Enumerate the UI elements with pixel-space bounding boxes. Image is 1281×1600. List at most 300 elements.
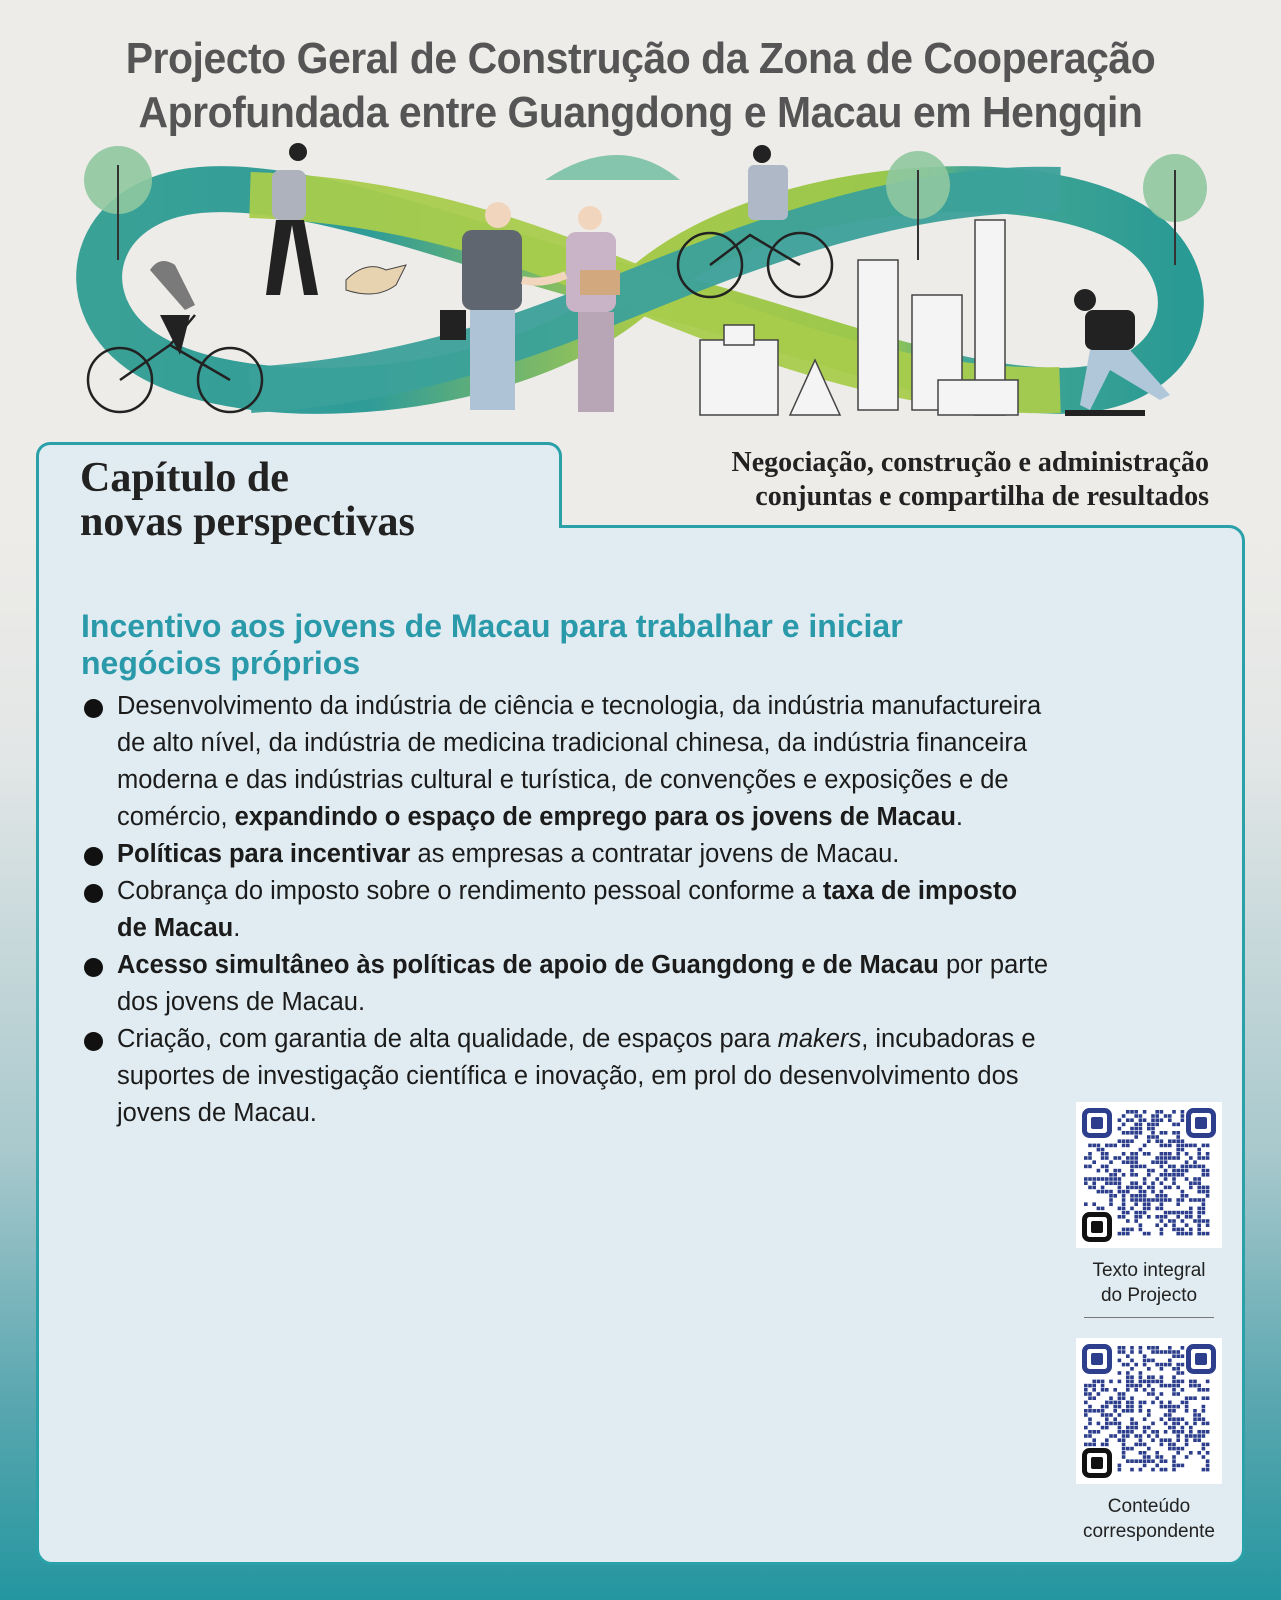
qr-module: [1109, 1194, 1113, 1198]
qr-module: [1088, 1434, 1092, 1438]
qr-module: [1206, 1194, 1210, 1198]
qr-module: [1189, 1396, 1193, 1400]
qr-module: [1172, 1417, 1176, 1421]
qr-module: [1126, 1430, 1130, 1434]
qr-module: [1168, 1363, 1172, 1367]
qr-module: [1189, 1380, 1193, 1384]
qr-module: [1101, 1443, 1105, 1447]
qr-module: [1181, 1430, 1185, 1434]
qr-module: [1126, 1434, 1130, 1438]
qr-module: [1084, 1181, 1088, 1185]
qr-code-icon[interactable]: [1076, 1102, 1222, 1248]
qr-module: [1147, 1173, 1151, 1177]
qr-module: [1164, 1405, 1168, 1409]
qr-module: [1189, 1228, 1193, 1232]
qr-module: [1122, 1215, 1126, 1219]
qr-module: [1134, 1194, 1138, 1198]
qr-module: [1122, 1396, 1126, 1400]
qr-module: [1181, 1169, 1185, 1173]
qr-module: [1088, 1392, 1092, 1396]
qr-module: [1185, 1443, 1189, 1447]
qr-module: [1155, 1350, 1159, 1354]
qr-module: [1147, 1186, 1151, 1190]
qr-module: [1134, 1422, 1138, 1426]
qr-module: [1122, 1409, 1126, 1413]
qr-module: [1202, 1169, 1206, 1173]
qr-module: [1134, 1211, 1138, 1215]
qr-module: [1143, 1417, 1147, 1421]
qr-module: [1118, 1396, 1122, 1400]
qr-module: [1189, 1198, 1193, 1202]
qr-module: [1143, 1207, 1147, 1211]
qr-module: [1160, 1139, 1164, 1143]
qr-module: [1101, 1190, 1105, 1194]
qr-module: [1101, 1156, 1105, 1160]
qr-module: [1151, 1135, 1155, 1139]
qr-module: [1126, 1190, 1130, 1194]
qr-module: [1134, 1198, 1138, 1202]
qr-module: [1139, 1375, 1143, 1379]
qr-module: [1139, 1371, 1143, 1375]
qr-module: [1189, 1207, 1193, 1211]
qr-module: [1122, 1232, 1126, 1236]
qr-module: [1164, 1384, 1168, 1388]
qr-module: [1147, 1139, 1151, 1143]
qr-module: [1113, 1401, 1117, 1405]
qr-module: [1202, 1232, 1206, 1236]
qr-module: [1176, 1202, 1180, 1206]
qr-module: [1130, 1110, 1134, 1114]
qr-module: [1151, 1401, 1155, 1405]
qr-module: [1155, 1430, 1159, 1434]
qr-module: [1206, 1451, 1210, 1455]
qr-module: [1189, 1426, 1193, 1430]
qr-module: [1084, 1413, 1088, 1417]
qr-module: [1122, 1443, 1126, 1447]
qr-module: [1168, 1405, 1172, 1409]
qr-module: [1139, 1401, 1143, 1405]
qr-module: [1202, 1202, 1206, 1206]
qr-module: [1143, 1118, 1147, 1122]
qr-module: [1122, 1202, 1126, 1206]
qr-module: [1084, 1384, 1088, 1388]
qr-module: [1139, 1228, 1143, 1232]
qr-module: [1202, 1207, 1206, 1211]
qr-module: [1202, 1173, 1206, 1177]
qr-module: [1172, 1173, 1176, 1177]
qr-module: [1164, 1173, 1168, 1177]
qr-module: [1176, 1371, 1180, 1375]
qr-module: [1155, 1118, 1159, 1122]
qr-module: [1109, 1198, 1113, 1202]
qr-module: [1122, 1194, 1126, 1198]
qr-module: [1206, 1232, 1210, 1236]
qr-module: [1155, 1451, 1159, 1455]
qr-module: [1113, 1405, 1117, 1409]
page-title-line-2: Aprofundada entre Guangdong e Macau em Hengqin: [138, 88, 1143, 137]
qr-module: [1160, 1455, 1164, 1459]
qr-module: [1147, 1447, 1151, 1451]
qr-module: [1202, 1443, 1206, 1447]
qr-module: [1118, 1430, 1122, 1434]
qr-module: [1134, 1152, 1138, 1156]
qr-module: [1193, 1434, 1197, 1438]
qr-module: [1181, 1211, 1185, 1215]
qr-module: [1147, 1380, 1151, 1384]
qr-module: [1126, 1160, 1130, 1164]
qr-module: [1176, 1152, 1180, 1156]
qr-module: [1185, 1160, 1189, 1164]
qr-module: [1181, 1144, 1185, 1148]
qr-module: [1155, 1135, 1159, 1139]
qr-module: [1092, 1177, 1096, 1181]
qr-module: [1181, 1114, 1185, 1118]
qr-module: [1118, 1186, 1122, 1190]
qr-module: [1206, 1380, 1210, 1384]
qr-module: [1101, 1405, 1105, 1409]
qr-module: [1126, 1232, 1130, 1236]
tree-icon: [886, 151, 950, 260]
qr-module: [1134, 1388, 1138, 1392]
qr-module: [1130, 1194, 1134, 1198]
qr-module: [1084, 1165, 1088, 1169]
qr-module: [1147, 1409, 1151, 1413]
qr-module: [1206, 1186, 1210, 1190]
qr-module: [1092, 1430, 1096, 1434]
qr-module: [1143, 1198, 1147, 1202]
qr-module: [1126, 1388, 1130, 1392]
qr-module: [1185, 1223, 1189, 1227]
qr-module: [1130, 1367, 1134, 1371]
qr-module: [1197, 1232, 1201, 1236]
qr-module: [1134, 1202, 1138, 1206]
qr-module: [1189, 1434, 1193, 1438]
qr-module: [1197, 1207, 1201, 1211]
qr-module: [1168, 1417, 1172, 1421]
qr-module: [1185, 1144, 1189, 1148]
qr-code-icon[interactable]: [1076, 1338, 1222, 1484]
qr-module: [1155, 1110, 1159, 1114]
qr-module: [1101, 1380, 1105, 1384]
qr-module: [1130, 1459, 1134, 1463]
qr-module: [1084, 1202, 1088, 1206]
qr-module: [1101, 1384, 1105, 1388]
qr-module: [1092, 1380, 1096, 1384]
qr-module: [1130, 1118, 1134, 1122]
qr-module: [1160, 1443, 1164, 1447]
qr-module: [1172, 1384, 1176, 1388]
qr-module: [1092, 1202, 1096, 1206]
qr-module: [1130, 1160, 1134, 1164]
qr-module: [1176, 1123, 1180, 1127]
list-item: Desenvolvimento da indústria de ciência e tecnologia, da indústria manufactureira de alto nível, da indústria de medicina tradicional chinesa, da indústria financeira moderna e das indústrias cultural e turística, de convenções e exposições e de comércio, expandindo o espaço de emprego para os jovens de Macau.: [82, 688, 1052, 836]
qr-module: [1202, 1405, 1206, 1409]
qr-module: [1151, 1118, 1155, 1122]
qr-module: [1172, 1409, 1176, 1413]
qr-module: [1151, 1380, 1155, 1384]
qr-module: [1092, 1181, 1096, 1185]
qr-module: [1109, 1190, 1113, 1194]
qr-module: [1147, 1367, 1151, 1371]
qr-module: [1164, 1438, 1168, 1442]
qr-module: [1130, 1181, 1134, 1185]
qr-module: [1176, 1148, 1180, 1152]
list-item: Políticas para incentivar as empresas a contratar jovens de Macau.: [82, 836, 1052, 873]
qr-module: [1151, 1422, 1155, 1426]
qr-module: [1130, 1430, 1134, 1434]
qr-module: [1134, 1165, 1138, 1169]
qr-module: [1139, 1165, 1143, 1169]
qr-module: [1101, 1207, 1105, 1211]
qr-module: [1147, 1152, 1151, 1156]
qr-module: [1176, 1131, 1180, 1135]
qr-module: [1109, 1173, 1113, 1177]
qr-module: [1172, 1375, 1176, 1379]
qr-module: [1118, 1181, 1122, 1185]
qr-module: [1176, 1422, 1180, 1426]
qr-module: [1101, 1426, 1105, 1430]
qr-module: [1118, 1468, 1122, 1472]
qr-module: [1160, 1438, 1164, 1442]
qr-module: [1092, 1396, 1096, 1400]
qr-module: [1147, 1135, 1151, 1139]
qr-module: [1185, 1422, 1189, 1426]
qr-module: [1134, 1426, 1138, 1430]
qr-module: [1122, 1144, 1126, 1148]
qr-module: [1164, 1198, 1168, 1202]
qr-module: [1126, 1139, 1130, 1143]
qr-module: [1139, 1118, 1143, 1122]
qr-module: [1176, 1392, 1180, 1396]
qr-module: [1143, 1354, 1147, 1358]
qr-module: [1084, 1392, 1088, 1396]
qr-module: [1185, 1211, 1189, 1215]
qr-module: [1088, 1177, 1092, 1181]
qr-module: [1139, 1190, 1143, 1194]
qr-module: [1101, 1177, 1105, 1181]
qr-module: [1202, 1396, 1206, 1400]
qr-module: [1143, 1177, 1147, 1181]
qr-module: [1193, 1422, 1197, 1426]
qr-module: [1105, 1422, 1109, 1426]
qr-module: [1143, 1144, 1147, 1148]
qr-module: [1088, 1165, 1092, 1169]
qr-module: [1109, 1422, 1113, 1426]
qr-module: [1139, 1434, 1143, 1438]
qr-module: [1134, 1219, 1138, 1223]
qr-module: [1147, 1207, 1151, 1211]
qr-module: [1105, 1169, 1109, 1173]
qr-module: [1176, 1380, 1180, 1384]
qr-module: [1122, 1451, 1126, 1455]
qr-module: [1172, 1388, 1176, 1392]
qr-module: [1202, 1165, 1206, 1169]
qr-module: [1189, 1186, 1193, 1190]
qr-module: [1160, 1160, 1164, 1164]
qr-module: [1105, 1401, 1109, 1405]
qr-module: [1181, 1198, 1185, 1202]
qr-module: [1160, 1156, 1164, 1160]
qr-module: [1197, 1198, 1201, 1202]
qr-module: [1197, 1451, 1201, 1455]
qr-module: [1185, 1215, 1189, 1219]
qr-module: [1084, 1426, 1088, 1430]
qr-module: [1139, 1127, 1143, 1131]
qr-module: [1134, 1160, 1138, 1164]
qr-module: [1122, 1190, 1126, 1194]
qr-module: [1164, 1131, 1168, 1135]
qr-module: [1097, 1430, 1101, 1434]
qr-module: [1197, 1156, 1201, 1160]
qr-module: [1134, 1384, 1138, 1388]
qr-module: [1139, 1194, 1143, 1198]
qr-module: [1189, 1451, 1193, 1455]
qr-module: [1185, 1165, 1189, 1169]
qr-module: [1122, 1198, 1126, 1202]
qr-module: [1168, 1156, 1172, 1160]
qr-module: [1172, 1367, 1176, 1371]
qr-module: [1160, 1144, 1164, 1148]
qr-module: [1185, 1401, 1189, 1405]
qr-module: [1176, 1156, 1180, 1160]
qr-module: [1164, 1156, 1168, 1160]
qr-module: [1160, 1152, 1164, 1156]
qr-module: [1181, 1139, 1185, 1143]
qr-module: [1122, 1152, 1126, 1156]
qr-module: [1168, 1438, 1172, 1442]
qr-module: [1122, 1350, 1126, 1354]
qr-module: [1130, 1198, 1134, 1202]
qr-module: [1176, 1434, 1180, 1438]
qr-module: [1151, 1459, 1155, 1463]
qr-module: [1147, 1384, 1151, 1388]
qr-module: [1143, 1426, 1147, 1430]
qr-module: [1105, 1190, 1109, 1194]
qr-module: [1143, 1211, 1147, 1215]
qr-module: [1181, 1380, 1185, 1384]
qr-module: [1092, 1388, 1096, 1392]
qr-module: [1160, 1232, 1164, 1236]
qr-module: [1151, 1127, 1155, 1131]
qr-module: [1176, 1350, 1180, 1354]
qr-module: [1130, 1426, 1134, 1430]
qr-module: [1088, 1384, 1092, 1388]
qr-module: [1168, 1384, 1172, 1388]
qr-module: [1109, 1413, 1113, 1417]
qr-module: [1134, 1127, 1138, 1131]
hero-illustration: [0, 140, 1281, 430]
qr-module: [1160, 1459, 1164, 1463]
qr-module: [1126, 1371, 1130, 1375]
qr-module: [1172, 1110, 1176, 1114]
qr-module: [1181, 1371, 1185, 1375]
qr-module: [1164, 1144, 1168, 1148]
qr-module: [1202, 1198, 1206, 1202]
qr-module: [1088, 1405, 1092, 1409]
qr-module: [1139, 1223, 1143, 1227]
qr-module: [1155, 1396, 1159, 1400]
qr-module: [1126, 1110, 1130, 1114]
qr-module: [1143, 1202, 1147, 1206]
qr-module: [1118, 1190, 1122, 1194]
qr-module: [1168, 1114, 1172, 1118]
qr-module: [1151, 1169, 1155, 1173]
qr-module: [1197, 1413, 1201, 1417]
qr-module: [1160, 1215, 1164, 1219]
qr-module: [1126, 1401, 1130, 1405]
qr-module: [1172, 1464, 1176, 1468]
qr-module: [1151, 1350, 1155, 1354]
qr-module: [1092, 1409, 1096, 1413]
qr-module: [1088, 1443, 1092, 1447]
qr-module: [1197, 1181, 1201, 1185]
qr-module: [1130, 1417, 1134, 1421]
qr-module: [1206, 1422, 1210, 1426]
qr-module: [1197, 1223, 1201, 1227]
qr-module: [1172, 1228, 1176, 1232]
qr-module: [1181, 1194, 1185, 1198]
qr-module: [1092, 1443, 1096, 1447]
qr-module: [1189, 1144, 1193, 1148]
qr-module: [1143, 1181, 1147, 1185]
qr-module: [1185, 1152, 1189, 1156]
qr-module: [1160, 1392, 1164, 1396]
qr-module: [1202, 1468, 1206, 1472]
qr-module: [1134, 1114, 1138, 1118]
qr-module: [1172, 1354, 1176, 1358]
qr-module: [1160, 1219, 1164, 1223]
qr-module: [1118, 1392, 1122, 1396]
qr-module: [1181, 1165, 1185, 1169]
qr-module: [1155, 1207, 1159, 1211]
qr-module: [1193, 1181, 1197, 1185]
qr-module: [1172, 1422, 1176, 1426]
qr-module: [1206, 1459, 1210, 1463]
qr-module: [1176, 1405, 1180, 1409]
qr-module: [1172, 1426, 1176, 1430]
qr-module: [1147, 1459, 1151, 1463]
qr-module: [1164, 1468, 1168, 1472]
qr-module: [1126, 1211, 1130, 1215]
qr-module: [1202, 1186, 1206, 1190]
qr-module: [1147, 1346, 1151, 1350]
qr-module: [1151, 1190, 1155, 1194]
qr-module: [1126, 1375, 1130, 1379]
qr-module: [1097, 1190, 1101, 1194]
qr-module: [1084, 1401, 1088, 1405]
qr-module: [1109, 1401, 1113, 1405]
qr-module: [1168, 1118, 1172, 1122]
qr-module: [1206, 1156, 1210, 1160]
qr-module: [1109, 1380, 1113, 1384]
qr-module: [1176, 1354, 1180, 1358]
qr-module: [1126, 1384, 1130, 1388]
qr-module: [1130, 1405, 1134, 1409]
qr-module: [1118, 1127, 1122, 1131]
qr-module: [1160, 1190, 1164, 1194]
qr-module: [1109, 1181, 1113, 1185]
qr-module: [1084, 1388, 1088, 1392]
qr-module: [1105, 1177, 1109, 1181]
qr-module: [1143, 1451, 1147, 1455]
qr-module: [1185, 1177, 1189, 1181]
qr-module: [1160, 1118, 1164, 1122]
qr-module: [1122, 1160, 1126, 1164]
qr-module: [1206, 1464, 1210, 1468]
qr-module: [1147, 1232, 1151, 1236]
qr-module: [1197, 1186, 1201, 1190]
qr-module: [1143, 1401, 1147, 1405]
